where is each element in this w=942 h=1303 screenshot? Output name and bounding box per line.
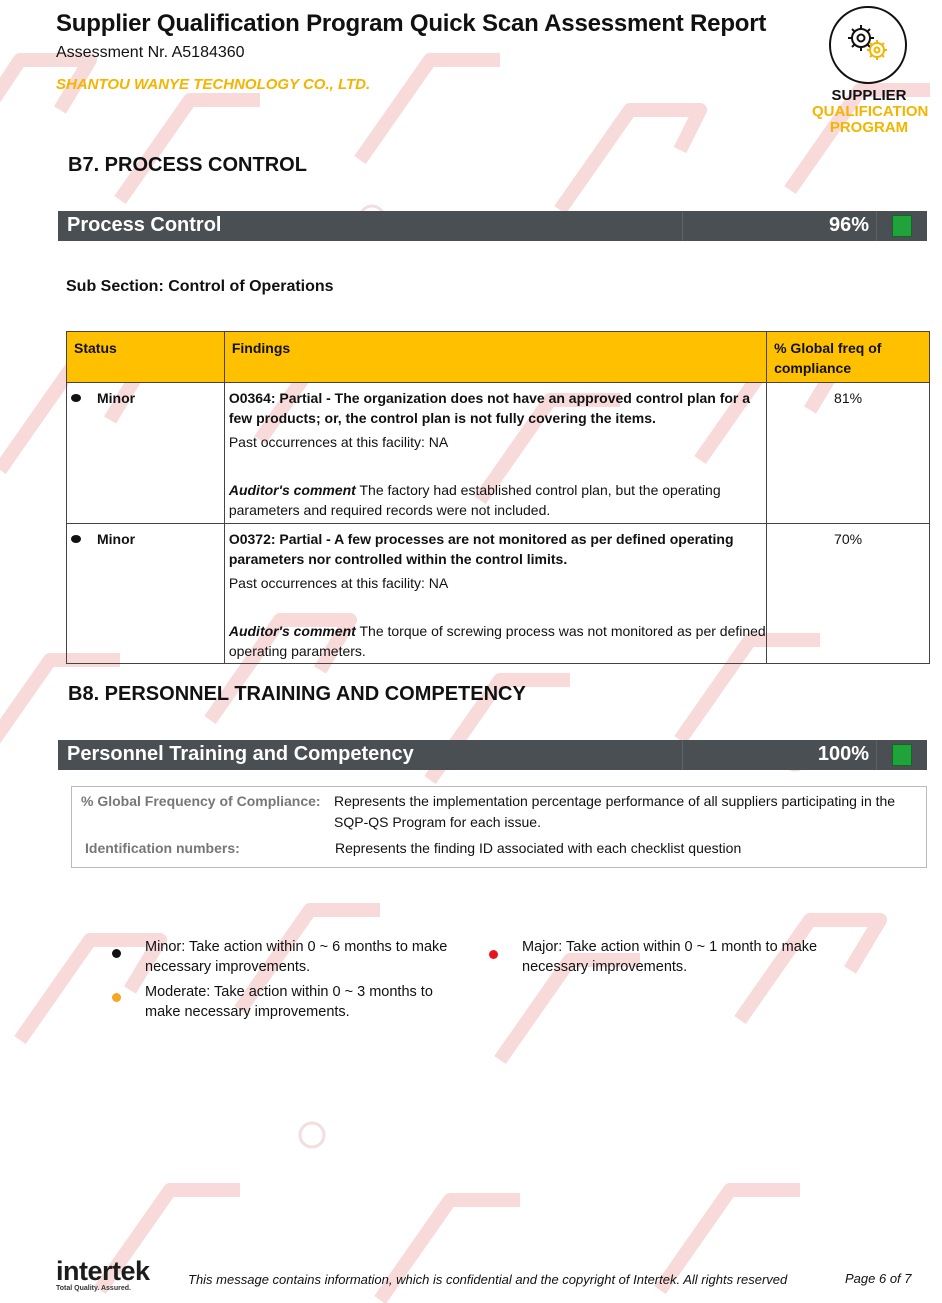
auditor-comment-text: The factory had established control plan, but the operating parameters and required records were not included.: [228, 482, 721, 518]
score-status-flag: [892, 215, 912, 237]
severity-major: Major: Take action within 0 ~ 1 month to make necessary improvements.: [522, 939, 818, 975]
header-status: Status: [67, 332, 225, 383]
definition-term-global-freq: % Global Frequency of Compliance:: [81, 793, 321, 809]
report-title: Supplier Qualification Program Quick Scan Assessment Report: [56, 10, 767, 37]
finding-title: O0372: Partial - A few processes are not monitored as per defined operating parameters nor controlled within the control limits.: [228, 531, 734, 567]
table-header-row: [67, 332, 930, 383]
header-global-freq: % Global freq of compliance: [767, 332, 930, 383]
sqp-logo: [812, 6, 929, 136]
intertek-logo: [56, 1258, 176, 1294]
logo-line-supplier: SUPPLIER: [831, 87, 907, 104]
bar-divider: [682, 740, 683, 770]
logo-line-program: PROGRAM: [829, 119, 909, 136]
intertek-tagline: Total Quality. Assured.: [56, 1285, 131, 1292]
auditor-comment-text: The torque of screwing process was not monitored as per defined operating parameters.: [228, 623, 766, 659]
company-name: SHANTOU WANYE TECHNOLOGY CO., LTD.: [56, 76, 371, 93]
bar-divider: [876, 740, 877, 770]
assessment-number: Assessment Nr. A5184360: [56, 44, 245, 61]
status-text: Minor: [97, 390, 136, 406]
major-dot-icon: [489, 950, 498, 959]
severity-moderate: Moderate: Take action within 0 ~ 3 months to make necessary improvements.: [145, 984, 433, 1020]
section-heading-b8: B8. PERSONNEL TRAINING AND COMPETENCY: [68, 683, 526, 705]
status-cell: [67, 383, 225, 524]
header-findings: Findings: [224, 332, 766, 383]
score-percentage: 100%: [817, 743, 869, 765]
page-number: Page 6 of 7: [845, 1271, 912, 1286]
table-row: [67, 524, 930, 664]
finding-cell: [224, 524, 766, 664]
auditor-comment-label: Auditor's comment: [228, 623, 356, 639]
table-row: [67, 383, 930, 524]
bar-divider: [682, 211, 683, 241]
gears-icon: [831, 8, 905, 82]
logo-line-qualification: QUALIFICATION: [812, 103, 929, 120]
findings-table: [66, 331, 930, 664]
auditor-comment-label: Auditor's comment: [228, 482, 356, 498]
logo-circle: [829, 6, 907, 84]
global-freq-cell: 70%: [767, 524, 930, 664]
score-bar-label: Personnel Training and Competency: [67, 743, 414, 765]
minor-status-dot-icon: [71, 394, 81, 402]
past-occurrences: Past occurrences at this facility: NA: [228, 575, 449, 591]
score-percentage: 96%: [828, 214, 869, 236]
definition-text-id-numbers: Represents the finding ID associated with each checklist question: [335, 840, 742, 856]
score-bar-personnel-training: [58, 740, 927, 770]
past-occurrences: Past occurrences at this facility: NA: [228, 434, 449, 450]
section-heading-b7: B7. PROCESS CONTROL: [68, 154, 307, 176]
confidentiality-notice: This message contains information, which is confidential and the copyright of Intertek. All rights reserved: [188, 1272, 788, 1287]
moderate-dot-icon: [112, 993, 121, 1002]
status-cell: [67, 524, 225, 664]
minor-dot-icon: [112, 949, 121, 958]
definitions-box: [71, 786, 927, 868]
finding-title: O0364: Partial - The organization does not have an approved control plan for a few products; or, the control plan is not fully covering the items.: [228, 390, 751, 426]
status-text: Minor: [97, 531, 136, 547]
score-bar-label: Process Control: [67, 214, 222, 236]
score-status-flag: [892, 744, 912, 766]
bar-divider: [876, 211, 877, 241]
auditor-comment: [229, 621, 766, 661]
intertek-wordmark: intertek: [56, 1256, 150, 1286]
finding-cell: [224, 383, 766, 524]
auditor-comment: [229, 480, 766, 520]
subsection-title: Sub Section: Control of Operations: [66, 278, 334, 295]
severity-minor: Minor: Take action within 0 ~ 6 months to make necessary improvements.: [145, 939, 448, 975]
score-bar-process-control: [58, 211, 927, 241]
global-freq-cell: 81%: [767, 383, 930, 524]
definition-term-id-numbers: Identification numbers:: [85, 840, 240, 856]
minor-status-dot-icon: [71, 535, 81, 543]
definition-text-global-freq: Represents the implementation percentage performance of all suppliers participating in the SQP-QS Program for each issue.: [334, 793, 896, 830]
